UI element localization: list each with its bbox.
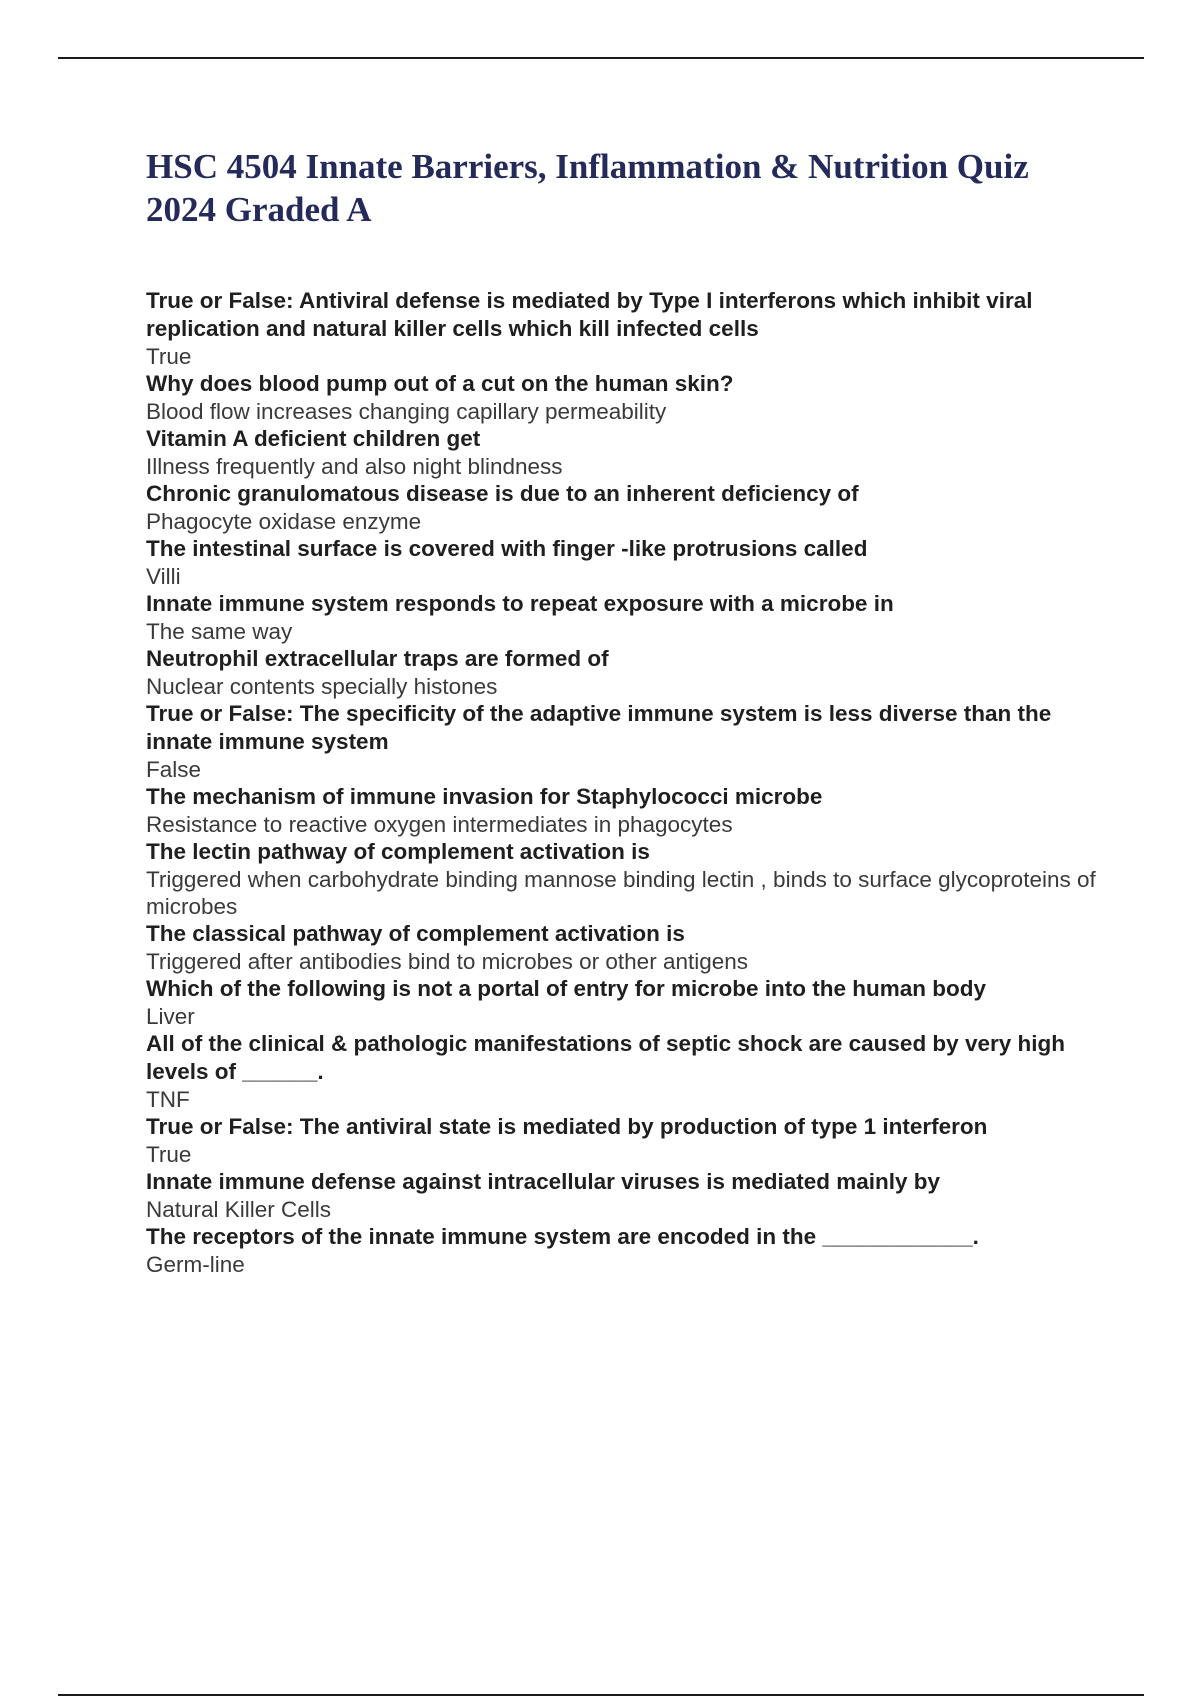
answer-text: False: [146, 757, 202, 782]
question-text: The receptors of the innate immune system are encoded in the ____________.: [146, 1224, 979, 1249]
question-text: The mechanism of immune invasion for Staphylococci microbe: [146, 784, 823, 809]
answer-text: Villi: [146, 564, 181, 589]
answer-text: Nuclear contents specially histones: [146, 674, 498, 699]
answer-text: Natural Killer Cells: [146, 1197, 332, 1222]
qa-item: [146, 783, 1106, 838]
question-text: Vitamin A deficient children get: [146, 426, 481, 451]
document-title: HSC 4504 Innate Barriers, Inflammation & Nutrition Quiz 2024 Graded A: [146, 147, 1029, 229]
question-text: Chronic granulomatous disease is due to an inherent deficiency of: [146, 481, 859, 506]
question-text: True or False: The antiviral state is mediated by production of type 1 interferon: [146, 1114, 988, 1139]
answer-text: Illness frequently and also night blindness: [146, 454, 563, 479]
qa-item: [146, 1223, 1106, 1278]
qa-item: [146, 480, 1106, 535]
qa-item: [146, 590, 1106, 645]
qa-item: [146, 1030, 1106, 1113]
qa-item: [146, 838, 1106, 920]
answer-text: TNF: [146, 1087, 190, 1112]
question-text: Which of the following is not a portal of entry for microbe into the human body: [146, 976, 986, 1001]
qa-item: [146, 700, 1106, 783]
answer-text: Blood flow increases changing capillary permeability: [146, 399, 667, 424]
answer-text: Triggered when carbohydrate binding mannose binding lectin , binds to surface glycoproteins of microbes: [146, 867, 1096, 919]
answer-text: Germ-line: [146, 1252, 245, 1277]
top-divider: [58, 57, 1144, 59]
answer-text: Phagocyte oxidase enzyme: [146, 509, 422, 534]
qa-item: [146, 425, 1106, 480]
question-text: Innate immune system responds to repeat exposure with a microbe in: [146, 591, 894, 616]
qa-item: [146, 287, 1106, 370]
question-text: All of the clinical & pathologic manifestations of septic shock are caused by very high levels of ______.: [146, 1031, 1065, 1084]
qa-item: [146, 1168, 1106, 1223]
qa-item: [146, 1113, 1106, 1168]
bottom-divider: [58, 1694, 1144, 1696]
qa-item: [146, 535, 1106, 590]
answer-text: True: [146, 344, 192, 369]
question-text: True or False: The specificity of the adaptive immune system is less diverse than the innate immune system: [146, 701, 1052, 754]
question-text: The lectin pathway of complement activation is: [146, 839, 650, 864]
qa-item: [146, 645, 1106, 700]
qa-item: [146, 920, 1106, 975]
question-text: Why does blood pump out of a cut on the human skin?: [146, 371, 734, 396]
question-text: The classical pathway of complement activation is: [146, 921, 685, 946]
answer-text: Liver: [146, 1004, 195, 1029]
answer-text: The same way: [146, 619, 293, 644]
answer-text: Resistance to reactive oxygen intermediates in phagocytes: [146, 812, 733, 837]
answer-text: True: [146, 1142, 192, 1167]
qa-list: [146, 287, 1106, 1278]
question-text: Innate immune defense against intracellular viruses is mediated mainly by: [146, 1169, 941, 1194]
answer-text: Triggered after antibodies bind to microbes or other antigens: [146, 949, 749, 974]
question-text: True or False: Antiviral defense is mediated by Type I interferons which inhibit viral replication and natural killer cells which kill infected cells: [146, 288, 1033, 341]
qa-item: [146, 370, 1106, 425]
question-text: Neutrophil extracellular traps are formed of: [146, 646, 609, 671]
qa-item: [146, 975, 1106, 1030]
question-text: The intestinal surface is covered with finger -like protrusions called: [146, 536, 868, 561]
